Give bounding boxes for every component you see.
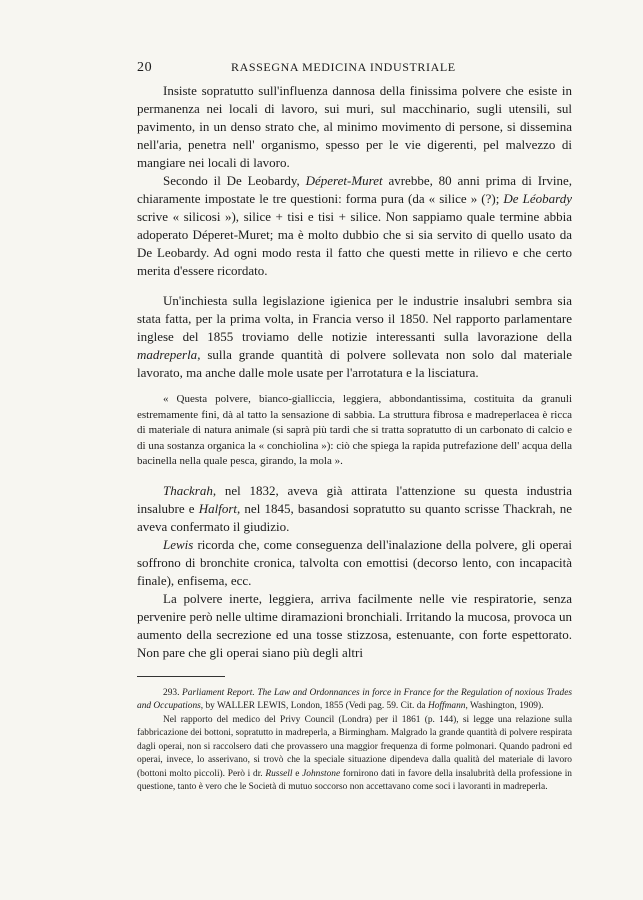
- paragraph: La polvere inerte, leggiera, arriva facilmente nelle vie respiratorie, senza pervenire però nelle ultime diramazioni bronchiali. Irritando la mucosa, provoca un aumento della secrezione ed una tosse stizzosa, estenuante, con forte espettorato. Non pare che gli operai siano più degli altri: [137, 590, 572, 660]
- paragraph: Lewis ricorda che, come conseguenza dell'inalazione della polvere, gli operai soffrono di bronchite cronica, talvolta con emottisi (decorso lento, con incapacità finale), enfisema, ecc.: [137, 536, 572, 588]
- footnote: 293. Parliament Report. The Law and Ordonnances in force in France for the Regulation of noxious Trades and Occupations, by WALLER LEWIS, London, 1855 (Vedi pag. 59. Cit. da Hoffmann, Washington, 1909).: [137, 687, 573, 711]
- footnote-rule: [137, 676, 225, 677]
- page-number: 20: [137, 60, 153, 75]
- quote-text: « Questa polvere, bianco-gialliccia, leggiera, abbondantissima, costituita da granuli estremamente fini, dà al tatto la sensazione di sabbia. La struttura fibrosa e madreperlacea è ricca di materiale di natura animale (si saprà più tardi che si tratta sopratutto di un carbonato di calcio e di una sostanza organica la « conchiolina »): ciò che spiega la rapida putrefazione dell' acqua della bacinella nella quale pesca, girando, la mola ».: [137, 393, 572, 467]
- footnotes: [137, 687, 572, 795]
- block-quote: [137, 392, 572, 470]
- paragraph: Un'inchiesta sulla legislazione igienica per le industrie insalubri sembra sia stata fatta, per la prima volta, in Francia verso il 1850. Nel rapporto parlamentare inglese del 1855 troviamo delle notizie interessanti sulla lavorazione della madreperla, sulla grande quantità di polvere sollevata non solo dal materiale lavorato, ma anche dalle mole usate per l'arrotatura e la lisciatura.: [137, 293, 572, 380]
- footnote: Nel rapporto del medico del Privy Council (Londra) per il 1861 (p. 144), si legge una relazione sulla fabbricazione dei bottoni, sopratutto in madreperla, a Birmingham. Malgrado la grande quantità di polvere respirata dagli operai, non si raccolsero dati che provassero una maggior frequenza di forme polmonari. Quando padroni ed operai, invece, lo asserivano, si trovò che la speciale situazione dipendeva dalla qualità del materiale di lavoro (bottoni molto piccoli). Però i dr. Russell e Johnstone fornirono dati in favore della insalubrità della professione in questione, tanto è vero che le Società di mutuo soccorso non accettavano come soci i lavoranti in madreperla.: [137, 714, 572, 792]
- body-text: [137, 82, 572, 382]
- paragraph: Thackrah, nel 1832, aveva già attirata l'attenzione su questa industria insalubre e Halfort, nel 1845, basandosi sopratutto su quanto scrisse Thackrah, ne aveva confermato il giudizio.: [137, 482, 572, 534]
- paragraph: Insiste sopratutto sull'influenza dannosa della finissima polvere che esiste in permanenza nei locali di lavoro, sui muri, sul macchinario, sugli utensili, sul pavimento, in un denso strato che, al minimo movimento di persone, si dissemina nell'aria, penetra nell' organismo, spesso per le vie digerenti, pel malvezzo di mangiare nei locali di lavoro.: [137, 83, 572, 170]
- paragraph: Secondo il De Leobardy, Déperet-Muret avrebbe, 80 anni prima di Irvine, chiaramente impostate le tre questioni: forma pura (da « silice » (?); De Léobardy scrive « silicosi »), silice + tisi e tisi + silice. Non sappiamo quale termine abbia adoperato Déperet-Muret; ma è molto dubbio che si sia servito di quello usato da De Leobardy. Ad ogni modo resta il fatto che questi mette in rilievo e che certo merita d'essere ricordato.: [137, 173, 573, 278]
- running-title: RASSEGNA MEDICINA INDUSTRIALE: [231, 60, 456, 74]
- book-page: [137, 60, 572, 795]
- body-text-continued: [137, 482, 572, 662]
- page-header: [137, 60, 572, 82]
